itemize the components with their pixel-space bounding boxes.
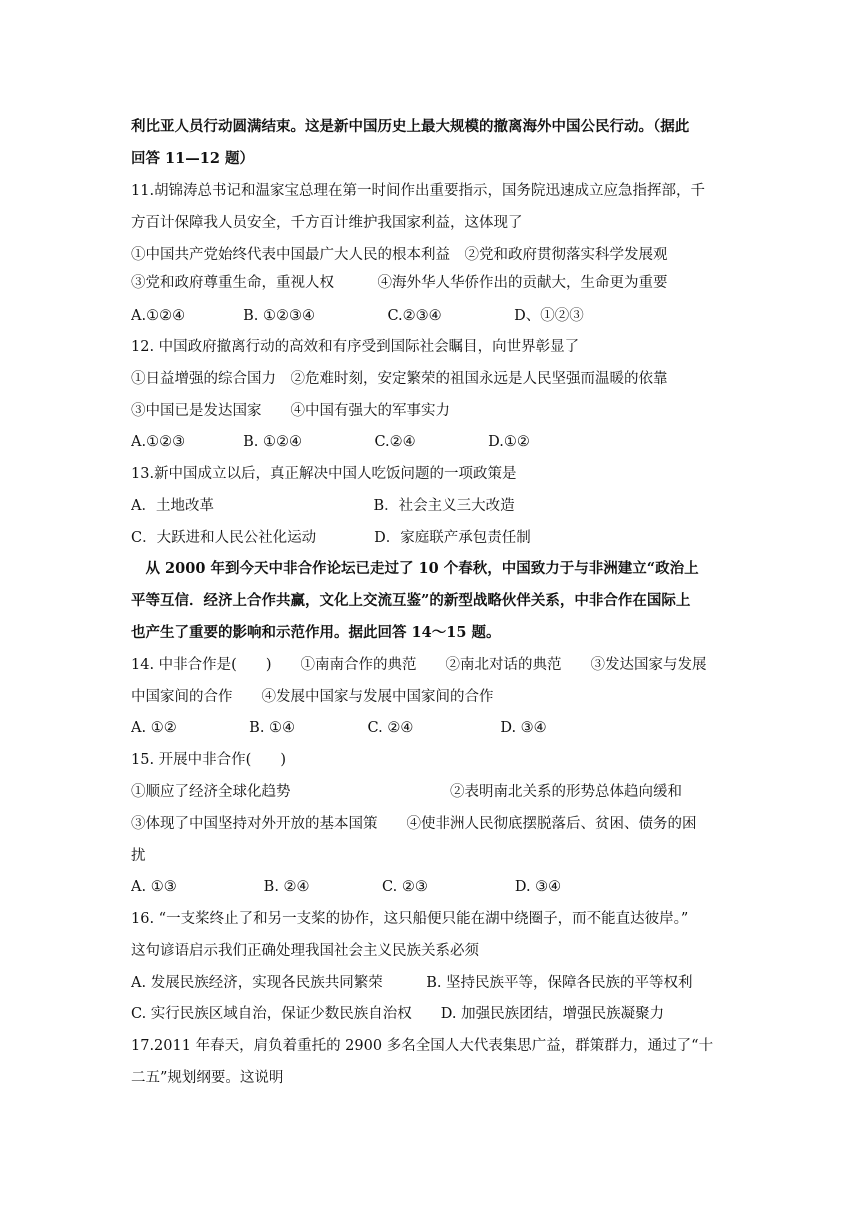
question-11-stem: 11.胡锦涛总书记和温家宝总理在第一时间作出重要指示，国务院迅速成立应急指挥部，千	[131, 183, 706, 199]
question-16-stem: 16. “一支桨终止了和另一支桨的协作，这只船便只能在湖中绕圈子，而不能直达彼岸。”	[131, 911, 689, 927]
question-11-options: A.①②④ B. ①②③④ C.②③④ D、①②③	[131, 308, 584, 324]
passage-line: 从 2000 年到今天中非合作论坛已走过了 10 个春秋，中国致力于与非洲建立“政治上	[131, 560, 699, 577]
question-16-stem: 这句谚语启示我们正确处理我国社会主义民族关系必须	[131, 943, 479, 959]
question-12-stem: 12. 中国政府撤离行动的高效和有序受到国际社会瞩目，向世界彰显了	[131, 339, 580, 355]
question-15-statements: 扰	[131, 848, 146, 864]
passage-line: 平等互信．经济上合作共赢，文化上交流互鉴”的新型战略伙伴关系，中非合作在国际上	[131, 592, 691, 609]
passage-line: 也产生了重要的影响和示范作用。据此回答 14～15 题。	[131, 624, 501, 641]
question-12-statements: ①日益增强的综合国力 ②危难时刻，安定繁荣的祖国永远是人民坚强而温暖的依靠	[131, 371, 668, 387]
question-13-options: C．大跃进和人民公社化运动 D．家庭联产承包责任制	[131, 530, 531, 546]
question-14-options: A. ①② B. ①④ C. ②④ D. ③④	[131, 720, 547, 736]
question-15-options: A. ①③ B. ②④ C. ②③ D. ③④	[131, 879, 562, 895]
question-11-statements: ①中国共产党始终代表中国最广大人民的根本利益 ②党和政府贯彻落实科学发展观	[131, 247, 668, 263]
question-12-statements: ③中国已是发达国家 ④中国有强大的军事实力	[131, 403, 450, 419]
question-15-statements: ①顺应了经济全球化趋势 ②表明南北关系的形势总体趋向缓和	[131, 784, 682, 800]
question-16-options: C. 实行民族区域自治，保证少数民族自治权 D. 加强民族团结，增强民族凝聚力	[131, 1006, 665, 1022]
question-13-stem: 13.新中国成立以后，真正解决中国人吃饭问题的一项政策是	[131, 466, 517, 482]
passage-line: 利比亚人员行动圆满结束。这是新中国历史上最大规模的撤离海外中国公民行动。（据此	[131, 118, 690, 135]
question-15-stem: 15. 开展中非合作( )	[131, 752, 286, 768]
question-17-stem: 17.2011 年春天，肩负着重托的 2900 多名全国人大代表集思广益，群策群力，通过了“十	[131, 1038, 714, 1054]
question-14-stem: 中国家间的合作 ④发展中国家与发展中国家间的合作	[131, 689, 494, 705]
question-13-options: A．土地改革 B．社会主义三大改造	[131, 498, 515, 514]
question-15-statements: ③体现了中国坚持对外开放的基本国策 ④使非洲人民彻底摆脱落后、贫困、债务的困	[131, 816, 697, 832]
question-11-stem: 方百计保障我人员安全，千方百计维护我国家利益，这体现了	[131, 215, 523, 231]
passage-line: 回答 11—12 题）	[131, 150, 254, 167]
question-14-stem: 14. 中非合作是( ) ①南南合作的典范 ②南北对话的典范 ③发达国家与发展	[131, 657, 707, 673]
question-17-stem: 二五”规划纲要。这说明	[131, 1070, 284, 1086]
question-11-statements: ③党和政府尊重生命，重视人权 ④海外华人华侨作出的贡献大，生命更为重要	[131, 275, 668, 291]
question-12-options: A.①②③ B. ①②④ C.②④ D.①②	[131, 434, 530, 450]
question-16-options: A. 发展民族经济，实现各民族共同繁荣 B. 坚持民族平等，保障各民族的平等权利	[131, 975, 693, 991]
